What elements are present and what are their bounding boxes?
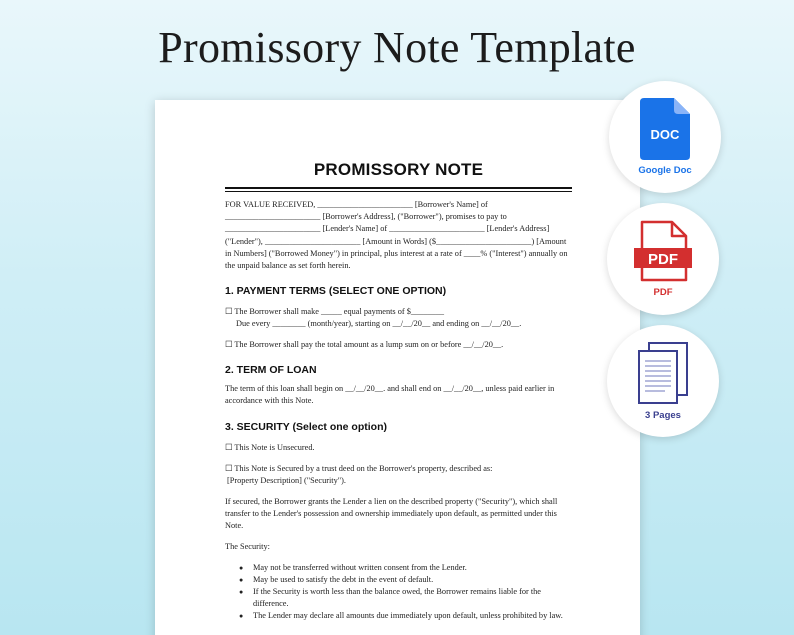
payment-option-2: ☐ The Borrower shall pay the total amount as a lump sum on or before __/__/20__. (225, 340, 504, 350)
term-paragraph: The term of this loan shall begin on __/__/20__. and shall end on __/__/20__, unless paid earlier in accordance with this Note. (225, 384, 555, 406)
document-title: PROMISSORY NOTE (313, 160, 484, 179)
pages-icon (635, 341, 691, 405)
security-option-2 (225, 463, 572, 487)
security-option-1: ☐ This Note is Unsecured. (225, 442, 315, 452)
list-item: ● May not be transferred without written consent from the Lender. (239, 562, 572, 574)
section-2-heading: 2. TERM OF LOAN (225, 364, 317, 377)
secured-paragraph: If secured, the Borrower grants the Lender a lien on the described property ("Security"), which shall transfer to the Lender's possession and ownership immediately upon default, as permitted under this Note. (225, 496, 558, 531)
title-rule-thick (225, 187, 572, 189)
pages-label: 3 Pages (645, 410, 681, 421)
pdf-icon (634, 220, 692, 282)
list-item: ● May be used to satisfy the debt in the event of default. (239, 574, 572, 586)
pdf-icon-text: PDF (648, 251, 678, 268)
security-option-2-line1: ☐ This Note is Secured by a trust deed on the Borrower's property, described as: (225, 463, 493, 473)
intro-paragraph: FOR VALUE RECEIVED, _______________________ [Borrower's Name] of _______________________ [Borrower's Address], ("Borrower"), promises to pay to _______________________ [Lender's Name] of _______________________ [Lender's Address] ("Lender"), _______________________ [Amount in Words] ($_______________________) [Amount in Numbers] ("Borrowed Money") in principal, plus interest at a rate of ____% ("Interest") annually on the unpaid balance as set forth herein. (225, 200, 568, 271)
section-3-heading: 3. SECURITY (Select one option) (225, 420, 387, 433)
security-bullet-list (225, 562, 572, 622)
list-item: ● The Lender may declare all amounts due immediately upon default, unless prohibited by law. (239, 610, 572, 622)
google-doc-icon (640, 98, 690, 160)
pdf-label: PDF (653, 287, 673, 298)
list-item: ● If the Security is worth less than the balance owed, the Borrower remains liable for the difference. (239, 586, 572, 610)
document-page (155, 100, 640, 635)
payment-option-1 (225, 306, 572, 330)
banner-title: Promissory Note Template (158, 23, 636, 72)
google-doc-badge (609, 81, 721, 193)
google-doc-label: Google Doc (638, 165, 692, 176)
pages-badge (607, 325, 719, 437)
payment-option-1-line1: ☐ The Borrower shall make _____ equal payments of $________ (225, 307, 445, 317)
title-rule-thin (225, 191, 572, 192)
security-option-2-line2: [Property Description] ("Security"). (227, 475, 346, 485)
section-1-heading: 1. PAYMENT TERMS (SELECT ONE OPTION) (225, 285, 447, 298)
payment-option-1-line2: Due every ________ (month/year), starting on __/__/20__ and ending on __/__/20__. (236, 319, 522, 329)
google-doc-icon-text: DOC (650, 127, 680, 142)
security-label: The Security: (225, 542, 270, 552)
pdf-badge (607, 203, 719, 315)
